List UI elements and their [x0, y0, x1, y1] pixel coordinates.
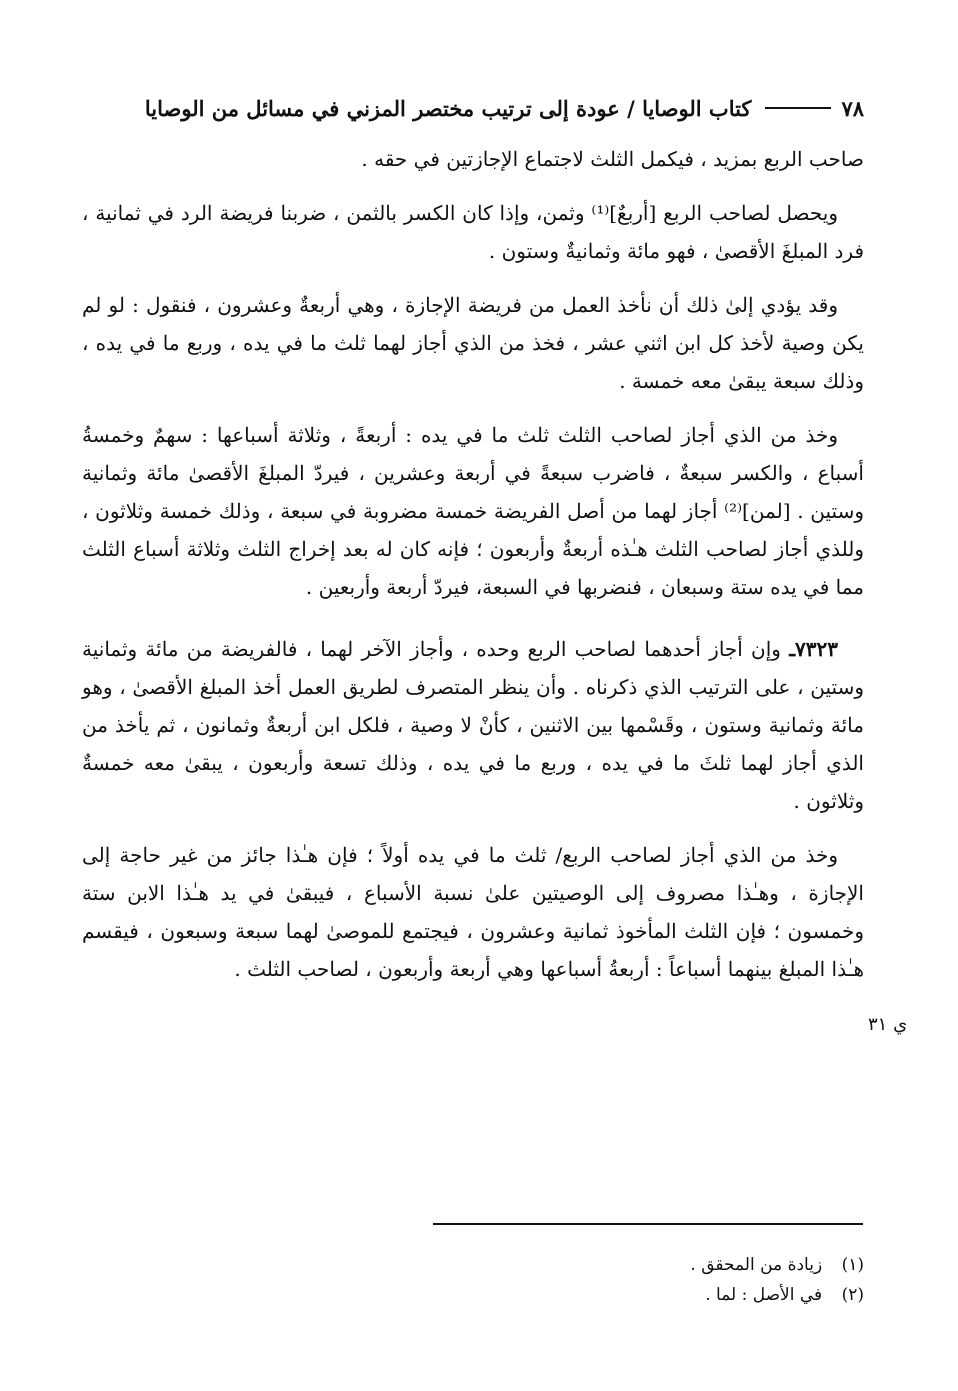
footnote-rule: [433, 1223, 863, 1225]
header-title: كتاب الوصايا / عودة إلى ترتيب مختصر المزني في مسائل من الوصايا: [144, 95, 752, 121]
footnote-text: في الأصل : لما .: [705, 1285, 823, 1305]
running-header: [82, 88, 864, 128]
footnote: [690, 1280, 864, 1310]
footnote-text: زيادة من المحقق .: [690, 1255, 823, 1275]
margin-reference: ي ٣١: [868, 1014, 908, 1035]
footnotes: [690, 1250, 864, 1310]
paragraph: وخذ من الذي أجاز لصاحب الربع/ ثلث ما في يده أولاً ؛ فإن هـٰذا جائز من غير حاجة إلى الإجازة ، وهـٰذا مصروف إلى الوصيتين علىٰ نسبة الأسباع ، فيبقىٰ في يد هـٰذا الابن ستة وخمسون ؛ فإن الثلث المأخوذ ثمانية وعشرون ، فيجتمع للموصىٰ لهما سبعة وسبعون ، فيقسم هـٰذا المبلغ بينهما أسباعاً : أربعةُ أسباعها وهي أربعة وأربعون ، لصاحب الثلث .: [82, 843, 864, 981]
paragraph: وقد يؤدي إلىٰ ذلك أن نأخذ العمل من فريضة الإجازة ، وهي أربعةٌ وعشرون ، فنقول : لو لم يكن وصية لأخذ كل ابن اثني عشر ، فخذ من الذي أجاز لهما ثلث ما في يده ، وربع ما في يده ، وذلك سبعة يبقىٰ معه خمسة .: [82, 293, 864, 393]
section-paragraph: [82, 630, 864, 820]
book-page: [82, 0, 864, 1391]
footnote-number: (١): [841, 1255, 864, 1275]
header-rule: [765, 107, 831, 109]
main-text: [82, 140, 864, 1004]
page-number: ٧٨: [841, 95, 864, 121]
section-number: ٧٣٢٣ـ: [789, 637, 839, 661]
section-text: وإن أجاز أحدهما لصاحب الربع وحده ، وأجاز الآخر لهما ، فالفريضة من مائة وثمانية وستين ، على الترتيب الذي ذكرناه . وأن ينظر المتصرف لطريق العمل أخذ المبلغ الأقصىٰ ، وهو مائة وثمانية وستون ، وقَسْمها بين الاثنين ، كأنْ لا وصية ، فلكل ابن أربعةٌ وثمانون ، ثم يأخذ من الذي أجاز لهما ثلثَ ما في يده ، وربع ما في يده ، وذلك تسعة وأربعون ، يبقىٰ معه خمسةٌ وثلاثون .: [82, 637, 864, 813]
paragraph: صاحب الربع بمزيد ، فيكمل الثلث لاجتماع الإجازتين في حقه .: [361, 147, 864, 171]
footnote: [690, 1250, 864, 1280]
paragraph: وخذ من الذي أجاز لصاحب الثلث ثلث ما في يده : أربعةً ، وثلاثة أسباعها : سهمٌ وخمسةُ أسباع ، والكسر سبعةٌ ، فاضرب سبعةً في أربعة وعشرين ، فيردّ المبلغَ الأقصىٰ مائة وثمانية وستين . [لمن]⁽²⁾ أجاز لهما من أصل الفريضة خمسة مضروبة في سبعة ، وذلك خمسة وثلاثون ، وللذي أجاز لصاحب الثلث هـٰذه أربعةٌ وأربعون ؛ فإنه كان له بعد إخراج الثلث وثلاثة أسباع الثلث مما في يده ستة وسبعان ، فنضربها في السبعة، فيردّ أربعة وأربعين .: [82, 423, 864, 599]
footnote-number: (٢): [841, 1285, 864, 1305]
paragraph: ويحصل لصاحب الربع [أربعٌ]⁽¹⁾ وثمن، وإذا كان الكسر بالثمن ، ضربنا فريضة الرد في ثمانية ، فرد المبلغَ الأقصىٰ ، فهو مائة وثمانيةٌ وستون .: [82, 201, 864, 263]
